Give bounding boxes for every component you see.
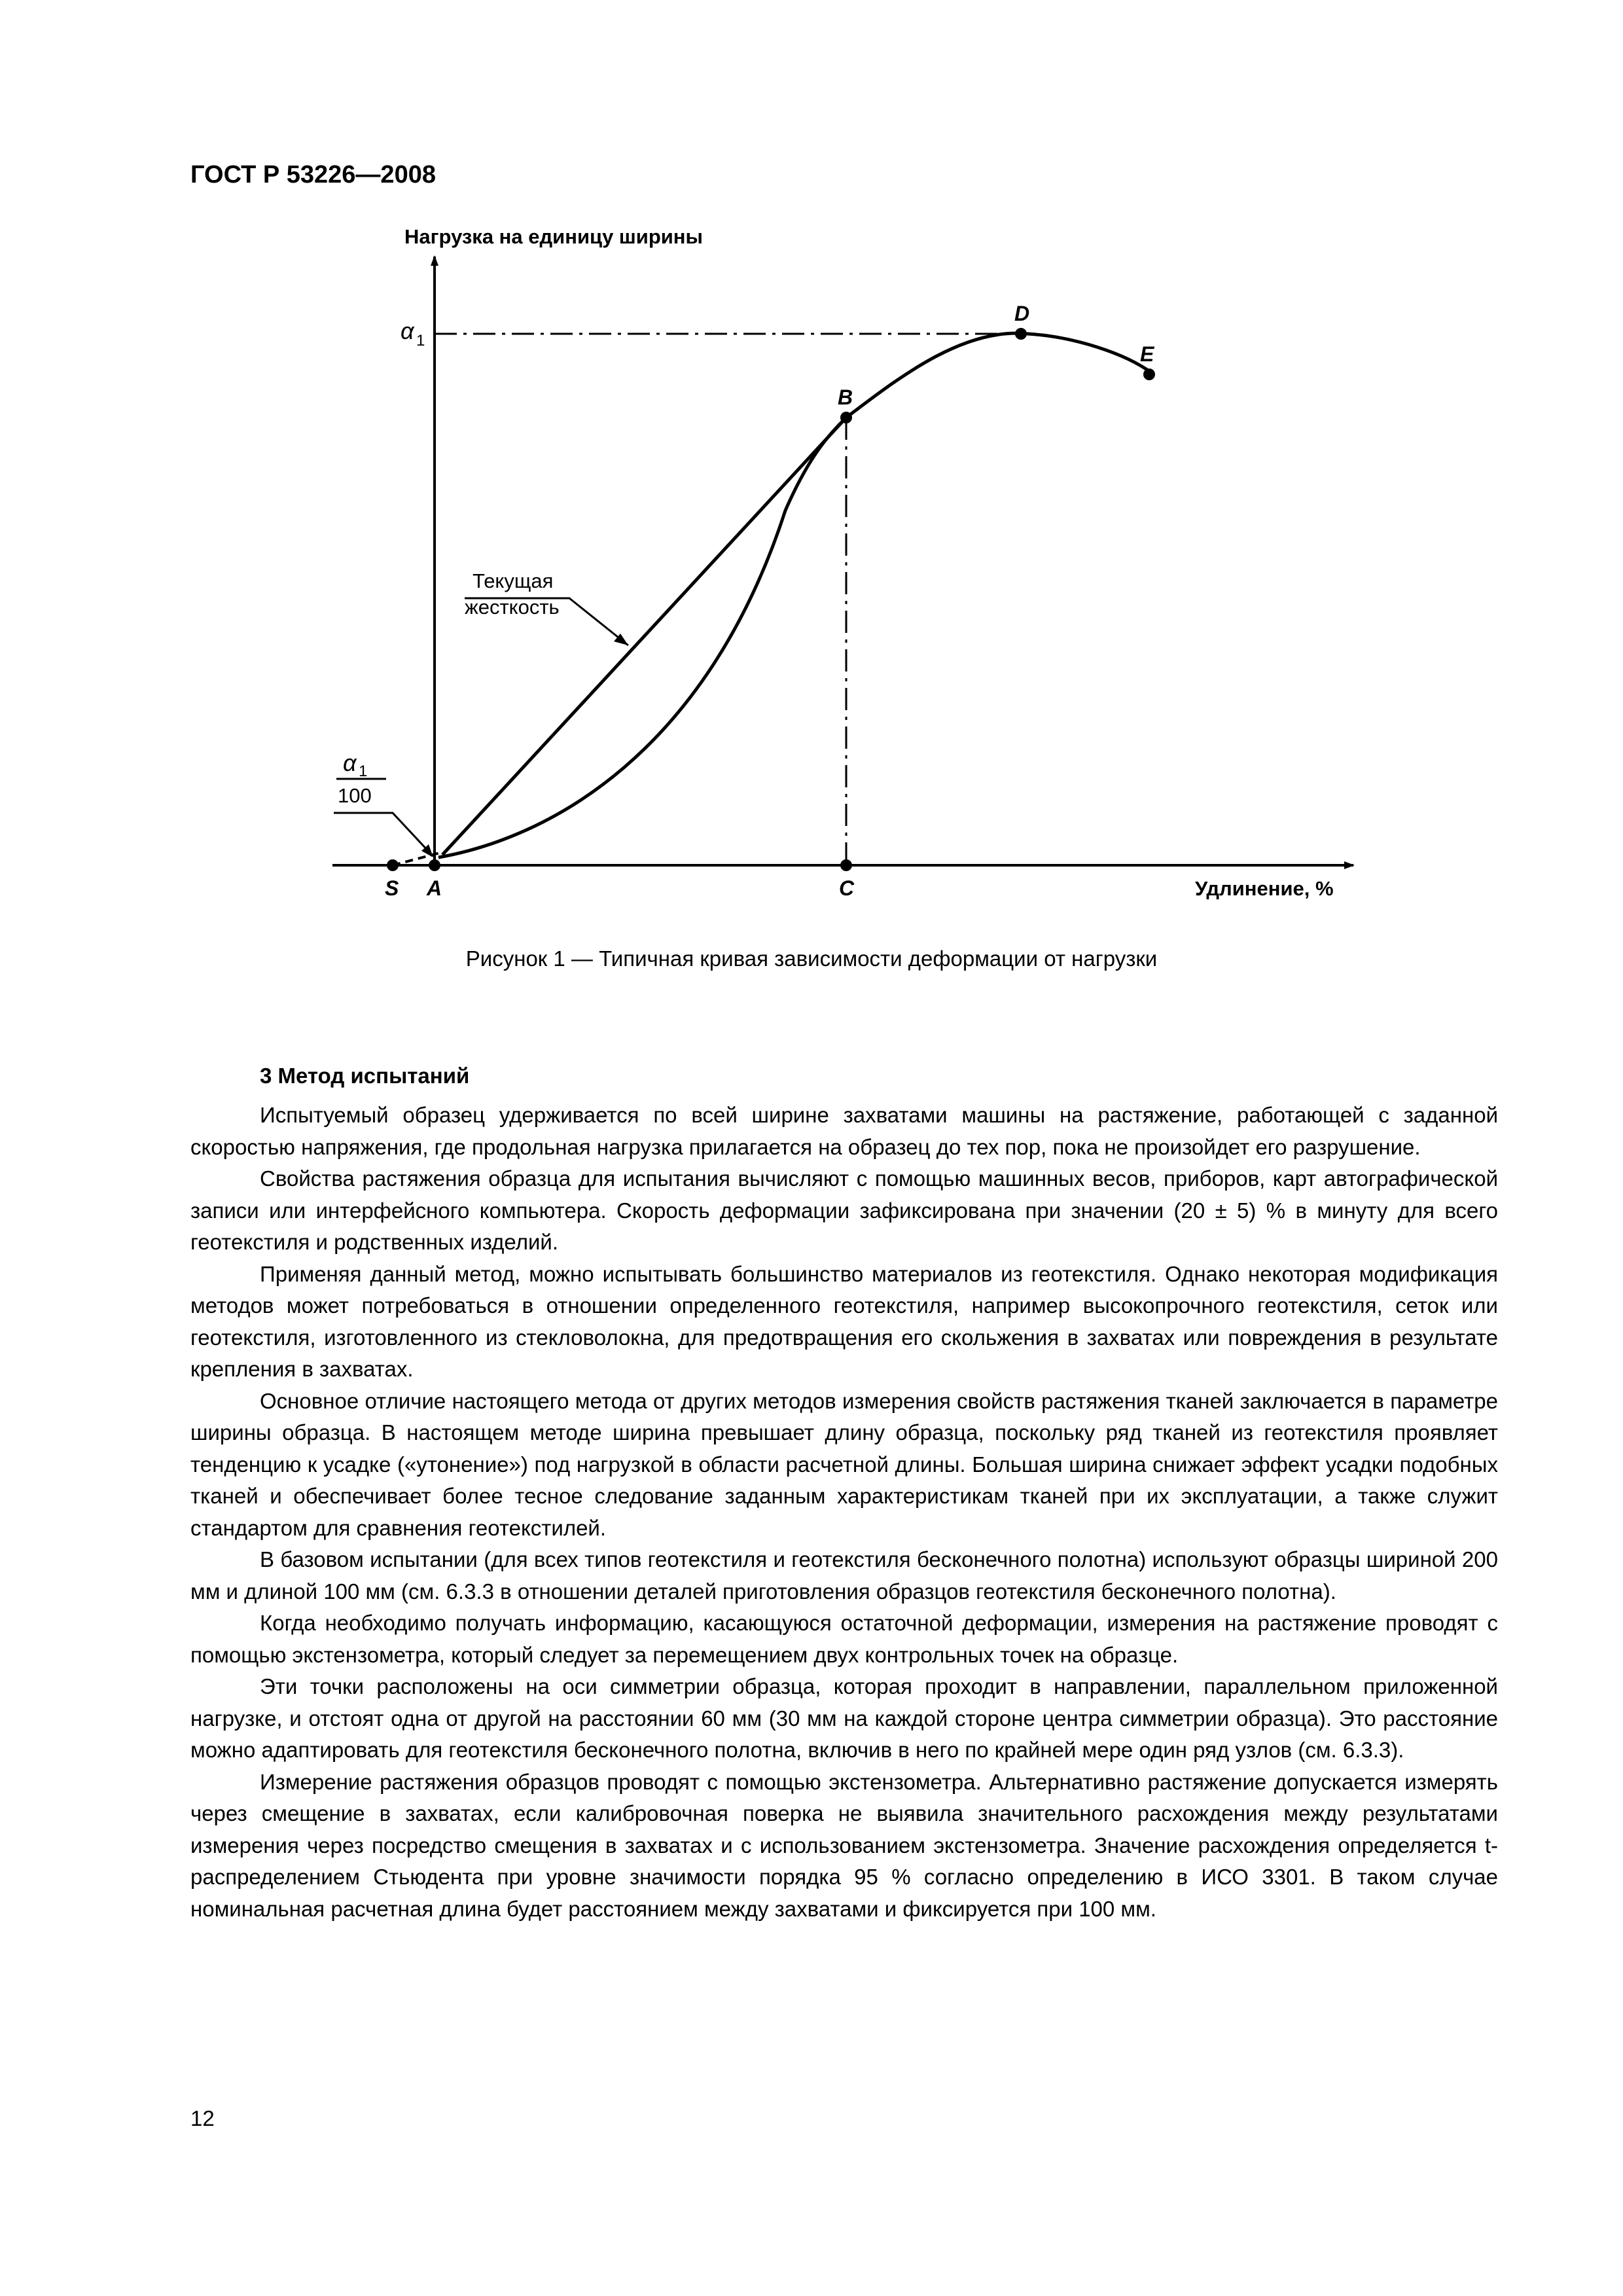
point-d-label: D (1014, 302, 1030, 325)
paragraph: Применяя данный метод, можно испытывать большинство материалов из геотекстиля. Однако некоторая модификация методов может потребоваться в отношении определенного геотекстиля, например высокопрочного геотекстиля, сеток или геотекстиля, изготовленного из стекловолокна, для предотвращения его скольжения в захватах или повреждения в результате крепления в захватах. (190, 1261, 1498, 1381)
point-c-label: C (839, 876, 855, 900)
alpha-fraction-leader-line (334, 813, 429, 852)
alpha-fraction-numerator-subscript: 1 (359, 762, 368, 780)
alpha1-top-subscript: 1 (416, 332, 425, 350)
stiffness-label-line1: Текущая (473, 569, 554, 592)
load-elongation-figure (0, 0, 1623, 1021)
point-c-marker (840, 859, 852, 871)
paragraph: В базовом испытании (для всех типов геотекстиля и геотекстиля бесконечного полотна) используют образцы шириной 200 мм и длиной 100 мм (см. 6.3.3 в отношении деталей приготовления образцов геотекстиля бесконечного полотна). (190, 1547, 1498, 1604)
alpha1-top-symbol: α (401, 317, 414, 344)
y-axis-label: Нагрузка на единицу ширины (404, 225, 704, 248)
point-s-marker (387, 859, 399, 871)
secant-stiffness-line (442, 418, 846, 855)
paragraph: Свойства растяжения образца для испытания вычисляют с помощью машинных весов, приборов, карт автографической записи или интерфейсного компьютера. Скорость деформации зафиксирована при значении (20 ± 5) % в минуту для всего геотекстиля и родственных изделий. (190, 1166, 1498, 1254)
paragraph: Когда необходимо получать информацию, касающуюся остаточной деформации, измерения на растяжение проводят с помощью экстензометра, который следует за перемещением двух контрольных точек на образце. (190, 1611, 1498, 1667)
x-axis-label: Удлинение, % (1195, 877, 1334, 900)
page-number: 12 (190, 2106, 215, 2130)
point-b-marker (840, 412, 852, 423)
paragraph: Измерение растяжения образцов проводят с помощью экстензометра. Альтернативно растяжение допускается измерять через смещение в захватах, если калибровочная поверка не выявила значительного расхождения между результатами измерения через посредство смещения в захватах и с использованием экстензометра. Значение расхождения определяется t-распределением Стьюдента при уровне значимости порядка 95 % согласно определению в ИСО 3301. В таком случае номинальная расчетная длина будет расстоянием между захватами и фиксируется при 100 мм. (190, 1769, 1498, 1921)
document-header: ГОСТ Р 53226—2008 (190, 161, 436, 188)
point-e-marker (1143, 368, 1155, 380)
point-a-marker (429, 859, 440, 871)
point-e-label: E (1140, 342, 1154, 366)
alpha-fraction-denominator: 100 (338, 784, 372, 807)
paragraph: Основное отличие настоящего метода от других методов измерения свойств растяжения тканей заключается в параметре ширины образца. В настоящем методе ширина превышает длину образца, поскольку ряд тканей из геотекстиля проявляет тенденцию к усадке («утонение») под нагрузкой в области расчетной длины. Большая ширина снижает эффект усадки подобных тканей и обеспечивает более тесное следование заданным характеристикам тканей при их эксплуатации, а также служит стандартом для сравнения геотекстилей. (190, 1388, 1498, 1540)
stiffness-label-line2: жесткость (465, 596, 560, 619)
paragraph: Эти точки расположены на оси симметрии образца, которая проходит в направлении, параллельном приложенной нагрузке, и отстоят одна от другой на расстоянии 60 мм (30 мм на каждой стороне центра симметрии образца). Это расстояние можно адаптировать для геотекстиля бесконечного полотна, включив в него по крайней мере один ряд узлов (см. 6.3.3). (190, 1674, 1498, 1762)
section-title: 3 Метод испытаний (260, 1064, 470, 1088)
point-s-label: S (385, 876, 399, 900)
point-b-label: B (838, 386, 853, 409)
alpha-fraction-numerator: α (343, 749, 357, 776)
figure-caption: Рисунок 1 — Типичная кривая зависимости деформации от нагрузки (465, 946, 1158, 971)
section-body (190, 1100, 1498, 1925)
point-d-marker (1015, 328, 1027, 340)
point-a-label: A (427, 876, 442, 900)
figure-svg (0, 0, 1623, 1021)
paragraph: Испытуемый образец удерживается по всей ширине захватами машины на растяжение, работающей с заданной скоростью напряжения, где продольная нагрузка прилагается на образец до тех пор, пока не произойдет его разрушение. (190, 1103, 1498, 1159)
